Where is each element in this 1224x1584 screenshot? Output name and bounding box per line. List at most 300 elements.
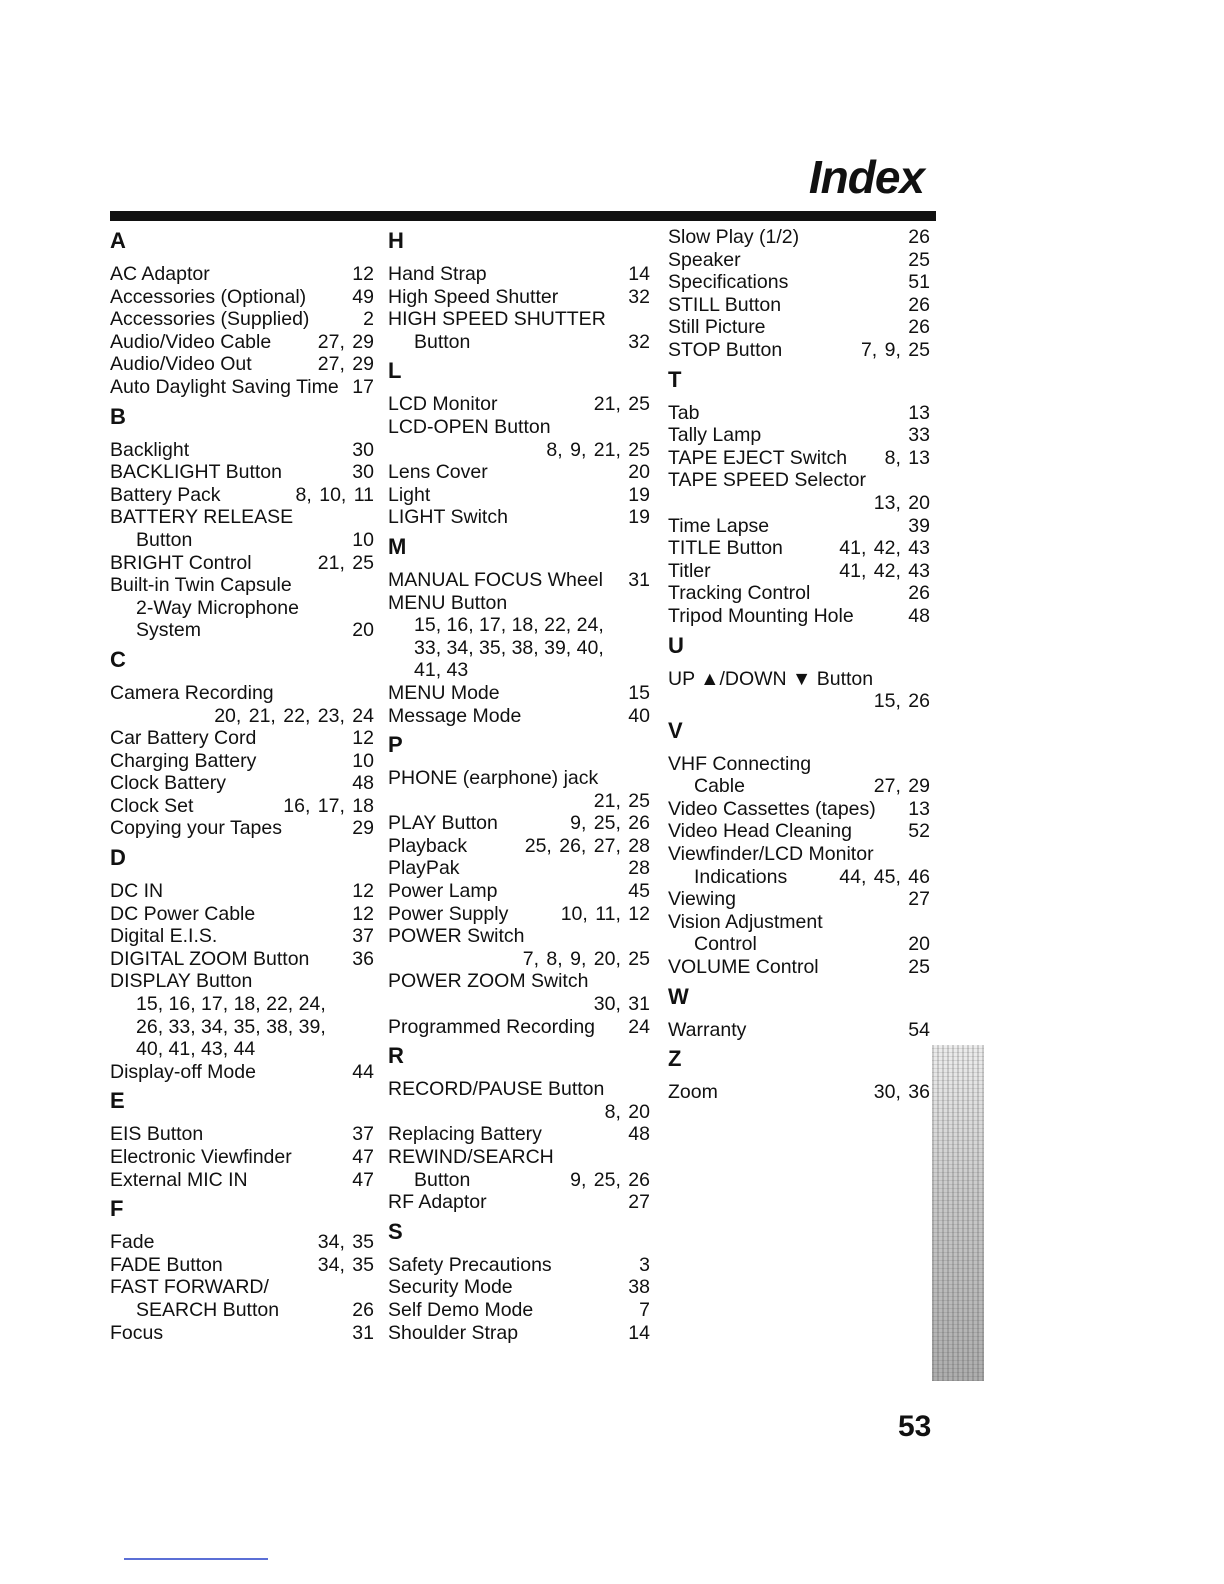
entry-line [388,903,650,926]
index-entry [388,506,650,529]
index-entry [668,888,930,911]
entry-continuation [668,933,930,956]
entry-term: PlayPak [388,857,460,880]
entry-term-cont: Button [414,1168,471,1191]
entry-term: Audio/Video Cable [110,330,272,353]
index-entry [110,1146,374,1169]
entry-line [388,1016,650,1039]
entry-term: Audio/Video Out [110,353,252,376]
entry-pages: 9, 25, 26 [570,812,650,835]
entry-pages: 2 [363,308,374,331]
entry-continuation [388,614,650,637]
entry-pages: 19 [628,483,650,506]
entry-line [388,1276,650,1299]
index-entry [388,903,650,926]
entry-line [110,308,374,331]
entry-pages: 26 [908,582,930,605]
entry-term: UP ▲/DOWN ▼ Button [668,667,874,690]
entry-line [668,668,930,691]
entry-line [110,461,374,484]
index-entry [388,484,650,507]
entry-line [110,925,374,948]
entry-pages: 10 [352,528,374,551]
entry-pages: 52 [908,820,930,843]
entry-pages: 26 [352,1298,374,1321]
index-entry [668,271,930,294]
entry-pages: 30, 36 [873,1081,930,1104]
entry-line [110,682,374,705]
entry-term: LCD Monitor [388,393,498,416]
index-entry [668,402,930,425]
entry-term: PLAY Button [388,812,498,835]
entry-term: Power Lamp [388,880,498,903]
entry-term: POWER Switch [388,925,525,948]
entry-pages: 48 [628,1123,650,1146]
entry-line [110,772,374,795]
entry-pages: 3 [639,1253,650,1276]
entry-continuation [110,1299,374,1322]
index-entry [388,925,650,970]
entry-term: Specifications [668,271,789,294]
entry-term: Accessories (Optional) [110,285,307,308]
section-letter: P [388,732,403,758]
entry-pages: 51 [908,271,930,294]
index-entry [388,812,650,835]
index-entry [668,226,930,249]
entry-term-cont: SEARCH Button [136,1298,280,1321]
entry-pages: 21, 25 [317,551,374,574]
entry-pages: 24 [628,1015,650,1038]
entry-line [668,888,930,911]
entry-term: Power Supply [388,902,509,925]
entry-line [388,1254,650,1277]
entry-continuation [668,690,930,713]
entry-line [110,574,374,597]
entry-pages: 8, 10, 11 [295,483,374,506]
section-letter: E [110,1088,125,1114]
index-entry [668,537,930,560]
entry-term-cont: 15, 16, 17, 18, 22, 24, [136,993,326,1016]
entry-term: Video Head Cleaning [668,820,852,843]
entry-line [388,461,650,484]
entry-continuation [388,659,650,682]
index-entry [668,316,930,339]
entry-pages: 25, 26, 27, 28 [524,834,650,857]
entry-line [110,727,374,750]
entry-term-cont: 26, 33, 34, 35, 38, 39, [136,1015,326,1038]
entry-pages: 10 [352,749,374,772]
entry-pages: 49 [352,285,374,308]
index-entry [110,286,374,309]
entry-line [668,1081,930,1104]
index-entry [388,682,650,705]
entry-term: FADE Button [110,1253,223,1276]
entry-term: STOP Button [668,338,783,361]
index-entry [110,925,374,948]
index-entry [110,461,374,484]
entry-line [668,316,930,339]
entry-line [668,956,930,979]
index-entry [668,956,930,979]
index-entry [668,843,930,888]
entry-line [110,263,374,286]
entry-pages: 30 [352,438,374,461]
entry-term: BATTERY RELEASE [110,506,294,529]
entry-term: LIGHT Switch [388,506,508,529]
index-entry [110,1322,374,1345]
entry-term: High Speed Shutter [388,285,559,308]
entry-line [668,402,930,425]
entry-term: Clock Battery [110,772,226,795]
entry-pages: 31 [352,1321,374,1344]
entry-line [388,393,650,416]
entry-continuation [668,492,930,515]
entry-term-cont: 41, 43 [414,659,469,682]
index-entry [388,857,650,880]
index-entry [110,353,374,376]
index-entry [388,286,650,309]
entry-term: Built-in Twin Capsule [110,574,292,597]
entry-term: Message Mode [388,704,522,727]
entry-term: Camera Recording [110,681,274,704]
entry-term: STILL Button [668,293,782,316]
entry-line [388,880,650,903]
entry-pages: 34, 35 [317,1253,374,1276]
entry-pages: 20 [628,461,650,484]
index-entry [110,750,374,773]
entry-continuation [388,948,650,971]
index-entry [110,1061,374,1084]
section-letter: Z [668,1046,682,1072]
entry-term: RF Adaptor [388,1191,487,1214]
entry-term: Display-off Mode [110,1060,256,1083]
entry-pages: 9, 25, 26 [570,1168,650,1191]
entry-continuation [388,439,650,462]
entry-line [668,582,930,605]
index-entry [110,1169,374,1192]
index-entry [668,605,930,628]
entry-line [388,484,650,507]
index-entry [388,1276,650,1299]
entry-line [388,592,650,615]
entry-line [388,1191,650,1214]
entry-line [388,767,650,790]
page-title: Index [808,151,924,203]
entry-term: POWER ZOOM Switch [388,970,589,993]
entry-line [668,605,930,628]
entry-pages: 32 [628,285,650,308]
entry-term: Speaker [668,248,741,271]
entry-term: Shoulder Strap [388,1321,519,1344]
entry-term-cont: 40, 41, 43, 44 [136,1038,256,1061]
entry-line [668,469,930,492]
entry-term: VHF Connecting [668,752,812,775]
entry-line [388,925,650,948]
entry-line [110,286,374,309]
entry-pages: 12 [352,902,374,925]
entry-line [668,271,930,294]
entry-line [388,705,650,728]
index-column-3 [668,226,930,1104]
index-entry [388,705,650,728]
index-entry [388,308,650,353]
entry-line [110,1169,374,1192]
index-column-2 [388,226,650,1344]
entry-line [388,857,650,880]
index-entry [388,393,650,416]
entry-term: Playback [388,834,468,857]
entry-pages: 25 [908,956,930,979]
entry-line [110,353,374,376]
index-entry [388,263,650,286]
index-entry [110,574,374,642]
entry-pages: 45 [628,880,650,903]
entry-line [388,569,650,592]
entry-line [110,750,374,773]
index-entry [388,1322,650,1345]
index-entry [668,1081,930,1104]
entry-pages: 44 [352,1060,374,1083]
entry-line [668,249,930,272]
entry-pages: 47 [352,1168,374,1191]
entry-term: Lens Cover [388,461,488,484]
index-entry [110,331,374,354]
entry-pages: 20 [908,933,930,956]
entry-term: Zoom [668,1081,718,1104]
entry-pages: 41, 42, 43 [839,537,930,560]
entry-term: Viewing [668,888,736,911]
entry-term: Digital E.I.S. [110,925,218,948]
entry-line [388,1146,650,1169]
index-entry [110,1254,374,1277]
index-entry [388,970,650,1015]
entry-pages: 44, 45, 46 [839,865,930,888]
entry-term: Electronic Viewfinder [110,1146,292,1168]
side-tab-image [932,1045,984,1381]
entry-continuation [110,705,374,728]
entry-pages: 14 [628,1321,650,1344]
index-entry [110,727,374,750]
entry-pages: 10, 11, 12 [560,902,650,925]
entry-continuation [110,597,374,620]
entry-line [668,294,930,317]
entry-line [388,812,650,835]
entry-term-cont: Cable [694,775,745,798]
index-entry [668,1019,930,1042]
entry-pages: 15 [628,681,650,704]
entry-term: PHONE (earphone) jack [388,767,599,790]
entry-term: DIGITAL ZOOM Button [110,947,310,970]
entry-term: TITLE Button [668,537,783,560]
index-entry [668,469,930,514]
entry-pages: 17 [352,375,374,398]
entry-pages: 7, 8, 9, 20, 25 [522,947,650,970]
entry-line [110,552,374,575]
section-letter: C [110,646,126,672]
index-entry [110,506,374,551]
entry-term: Viewfinder/LCD Monitor [668,843,874,866]
entry-pages: 8, 9, 21, 25 [546,438,650,461]
index-entry [110,948,374,971]
entry-pages: 26 [908,316,930,339]
entry-pages: 48 [908,604,930,627]
entry-continuation [388,1169,650,1192]
index-entry [110,880,374,903]
index-entry [110,682,374,727]
index-entry [388,1191,650,1214]
index-entry [668,820,930,843]
entry-continuation [110,529,374,552]
entry-term: Fade [110,1231,155,1254]
entry-term: Tripod Mounting Hole [668,604,854,627]
entry-line [388,506,650,529]
entry-term: TAPE SPEED Selector [668,469,866,492]
index-entry [110,439,374,462]
entry-line [110,484,374,507]
entry-term: Slow Play (1/2) [668,226,800,248]
entry-term: Clock Set [110,794,194,817]
entry-term: BRIGHT Control [110,551,252,574]
index-entry [110,1123,374,1146]
entry-line [110,948,374,971]
entry-line [388,1322,650,1345]
entry-pages: 12 [352,727,374,750]
entry-pages: 7, 9, 25 [860,338,930,361]
index-entry [668,424,930,447]
entry-continuation [110,1016,374,1039]
entry-pages: 30, 31 [593,993,650,1016]
entry-term: Warranty [668,1018,747,1041]
index-entry [668,339,930,362]
entry-term: Battery Pack [110,483,221,506]
entry-pages: 37 [352,925,374,948]
entry-term: REWIND/SEARCH [388,1146,554,1168]
entry-term: Accessories (Supplied) [110,308,310,331]
entry-line [388,308,650,331]
entry-line [668,1019,930,1042]
entry-term: Replacing Battery [388,1123,542,1146]
entry-term-cont: System [136,619,202,642]
index-entry [668,668,930,713]
entry-term: TAPE EJECT Switch [668,446,848,469]
section-letter: T [668,366,682,392]
entry-line [668,537,930,560]
entry-term: Charging Battery [110,749,257,772]
entry-line [110,439,374,462]
entry-term: Backlight [110,438,190,461]
entry-pages: 54 [908,1018,930,1041]
entry-term: FAST FORWARD/ [110,1276,269,1299]
entry-line [388,263,650,286]
index-entry [388,461,650,484]
entry-pages: 27 [908,888,930,911]
entry-pages: 37 [352,1123,374,1146]
index-entry [668,582,930,605]
entry-line [110,376,374,399]
entry-pages: 21, 25 [593,393,650,416]
index-entry [668,560,930,583]
entry-term: Safety Precautions [388,1253,552,1276]
entry-pages: 27, 29 [873,775,930,798]
entry-term: DISPLAY Button [110,970,253,993]
index-entry [388,767,650,812]
entry-line [668,753,930,776]
entry-line [668,911,930,934]
entry-term: Time Lapse [668,514,770,537]
index-entry [388,1254,650,1277]
entry-line [668,843,930,866]
entry-line [388,970,650,993]
entry-term: AC Adaptor [110,263,210,285]
entry-term-cont: Indications [694,865,788,888]
entry-term: MENU Button [388,591,508,614]
section-letter: L [388,358,402,384]
index-entry [668,249,930,272]
entry-continuation [668,866,930,889]
entry-term: Car Battery Cord [110,727,257,750]
entry-line [388,1123,650,1146]
section-letter: W [668,983,689,1009]
section-letter: B [110,403,126,429]
entry-continuation [668,775,930,798]
entry-term-cont: 33, 34, 35, 38, 39, 40, [414,636,604,659]
entry-continuation [388,1101,650,1124]
index-entry [110,1231,374,1254]
entry-line [668,447,930,470]
entry-continuation [110,993,374,1016]
index-entry [110,795,374,818]
index-entry [110,1276,374,1321]
entry-term: DC IN [110,880,164,903]
entry-term: Video Cassettes (tapes) [668,797,876,820]
entry-pages: 8, 20 [604,1100,650,1123]
entry-pages: 12 [352,263,374,285]
entry-continuation [388,790,650,813]
entry-term: Focus [110,1321,164,1344]
footer-underline [124,1558,268,1560]
entry-line [668,226,930,249]
entry-line [110,1231,374,1254]
index-entry [110,484,374,507]
entry-term-cont: Button [414,330,471,353]
index-entry [388,592,650,682]
index-column-1 [110,226,374,1344]
entry-line [388,286,650,309]
entry-pages: 21, 25 [593,789,650,812]
entry-pages: 39 [908,514,930,537]
entry-line [668,515,930,538]
index-entry [388,569,650,592]
entry-pages: 41, 42, 43 [839,559,930,582]
index-entry [388,835,650,858]
entry-line [388,1299,650,1322]
entry-pages: 27 [628,1191,650,1214]
entry-pages: 31 [628,568,650,591]
entry-term: Vision Adjustment [668,910,823,933]
entry-term: Hand Strap [388,263,487,285]
entry-term: HIGH SPEED SHUTTER [388,308,606,331]
entry-term: LCD-OPEN Button [388,415,551,438]
index-entry [110,970,374,1060]
entry-pages: 7 [639,1298,650,1321]
entry-line [110,331,374,354]
entry-continuation [110,619,374,642]
entry-term-cont: 15, 16, 17, 18, 22, 24, [414,614,604,637]
index-entry [668,447,930,470]
index-entry [668,798,930,821]
title-rule [110,211,936,221]
section-letter: F [110,1196,124,1222]
